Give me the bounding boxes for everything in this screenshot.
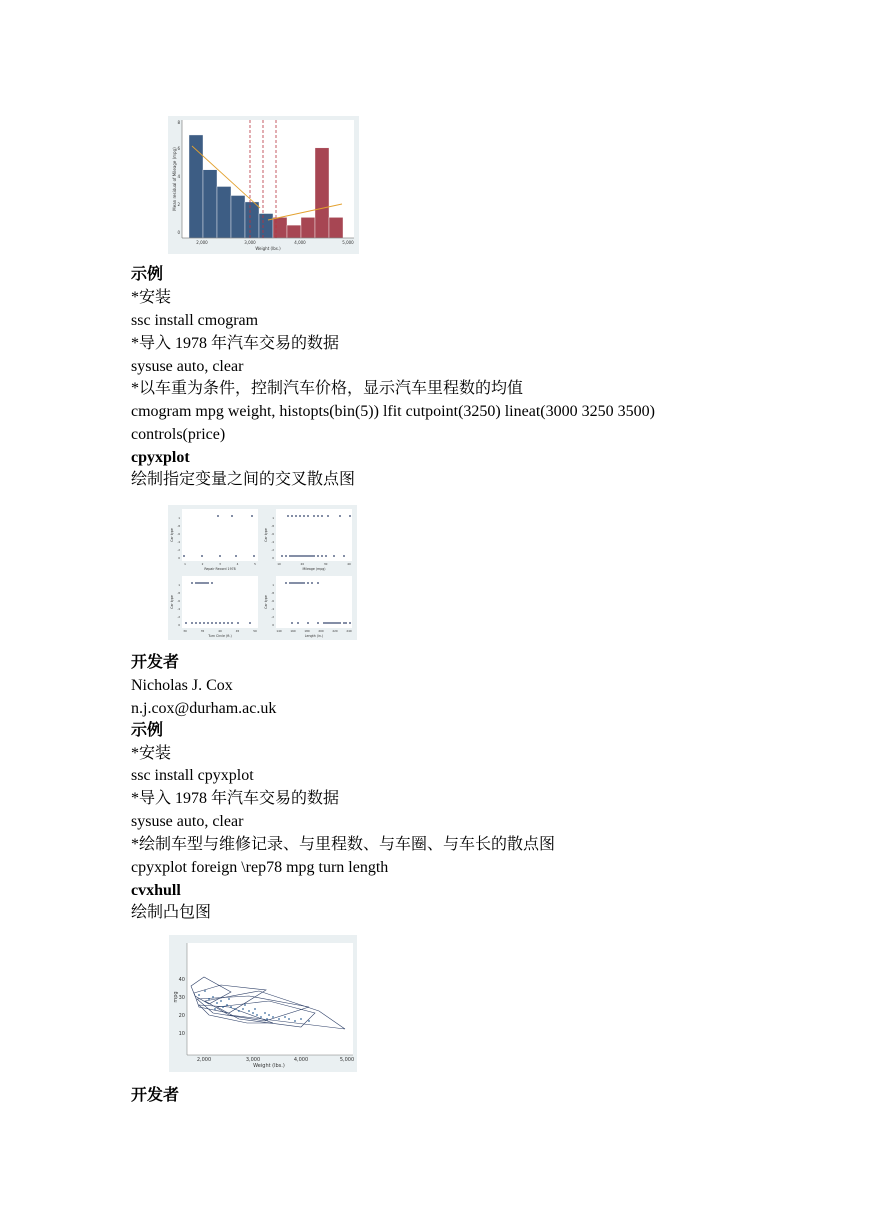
histogram-bar (301, 217, 315, 238)
scatter-point (223, 622, 225, 624)
scatter-point (317, 582, 319, 584)
scatter-point (203, 582, 205, 584)
scatter-point (297, 555, 299, 557)
scatter-point (231, 515, 233, 517)
scatter-point (337, 622, 339, 624)
scatter-point (248, 1010, 250, 1012)
cpy-xtick: 40 (347, 562, 351, 566)
cpy-xtick: 50 (253, 629, 257, 633)
cpyxplot-figure (168, 505, 357, 640)
scatter-point (205, 582, 207, 584)
scatter-point (321, 515, 323, 517)
scatter-point (288, 1018, 290, 1020)
cpy-ytick: 1 (272, 516, 274, 520)
code-line: cmogram mpg weight, histopts(bin(5)) lfit cutpoint(3250) lineat(3000 3250 3500) (131, 403, 655, 420)
scatter-point (335, 622, 337, 624)
scatter-point (198, 994, 200, 996)
scatter-point (327, 515, 329, 517)
scatter-point (215, 622, 217, 624)
cpy-xtick: 3 (219, 562, 221, 566)
cpy-xtick: 2 (201, 562, 204, 566)
scatter-point (260, 1016, 262, 1018)
cpy-ytick: .6 (177, 599, 180, 603)
cpy-ytick: 0 (272, 623, 274, 627)
cpy-xtick: 40 (218, 629, 222, 633)
cpy-ytick: .2 (177, 615, 180, 619)
cpy-xlabel: Length (in.) (304, 634, 324, 638)
scatter-point (201, 555, 203, 557)
scatter-point (208, 998, 210, 1000)
cpy-xtick: 30 (183, 629, 187, 633)
cmo-xtick: 5,000 (342, 240, 354, 245)
command-name: cvxhull (131, 882, 181, 899)
cpy-ylabel: Car type (264, 528, 268, 542)
scatter-point (237, 622, 239, 624)
scatter-point (268, 1014, 270, 1016)
cpy-ylabel: Car type (264, 595, 268, 609)
code-line: ssc install cmogram (131, 312, 259, 329)
scatter-point (294, 1020, 296, 1022)
histogram-bar (203, 170, 217, 238)
scatter-point (307, 555, 309, 557)
scatter-point (299, 582, 301, 584)
scatter-point (291, 622, 293, 624)
scatter-point (303, 555, 305, 557)
scatter-point (253, 555, 255, 557)
scatter-point (228, 998, 230, 1000)
scatter-point (242, 1008, 244, 1010)
command-description: 绘制指定变量之间的交叉散点图 (131, 471, 356, 488)
scatter-point (256, 1014, 258, 1016)
cvx-xtick: 2,000 (196, 1057, 212, 1063)
scatter-point (235, 555, 237, 557)
scatter-point (327, 622, 329, 624)
cmo-ylabel: Mean residual of Mileage (mpg) (172, 147, 177, 211)
cpy-ytick: .6 (271, 599, 274, 603)
cvx-ylabel: mpg (173, 991, 179, 1003)
cpy-ytick: .8 (177, 591, 180, 595)
cpy-ytick: .4 (177, 540, 180, 544)
cpy-xtick: 200 (318, 629, 324, 633)
cmo-ytick: 2 (177, 202, 180, 207)
scatter-point (339, 515, 341, 517)
cmo-ytick: 8 (177, 120, 180, 125)
scatter-point (226, 1004, 228, 1006)
scatter-point (325, 622, 327, 624)
cpy-xtick: 180 (304, 629, 310, 633)
scatter-point (249, 622, 251, 624)
cpy-ytick: .4 (271, 540, 274, 544)
scatter-point (266, 1018, 268, 1020)
scatter-point (305, 555, 307, 557)
scatter-point (199, 582, 201, 584)
cpy-xtick: 5 (254, 562, 256, 566)
scatter-point (211, 582, 213, 584)
scatter-point (211, 622, 213, 624)
cmo-ytick: 4 (177, 174, 180, 179)
scatter-point (230, 1006, 232, 1008)
scatter-point (343, 555, 345, 557)
cpy-ytick: 1 (272, 583, 274, 587)
code-line: cpyxplot foreign \rep78 mpg turn length (131, 859, 389, 876)
cmo-ytick: 0 (177, 230, 180, 235)
scatter-point (293, 582, 295, 584)
cpy-ytick: 0 (178, 623, 180, 627)
cpy-xlabel: Turn Circle (ft.) (208, 634, 232, 638)
histogram-bar (329, 217, 343, 238)
code-line: ssc install cpyxplot (131, 767, 254, 784)
scatter-point (234, 1008, 236, 1010)
scatter-point (219, 555, 221, 557)
cvx-xtick: 3,000 (245, 1057, 261, 1063)
scatter-point (303, 582, 305, 584)
cpy-ytick: .8 (177, 524, 180, 528)
scatter-point (307, 515, 309, 517)
cmo-xtick: 3,000 (244, 240, 256, 245)
scatter-point (349, 515, 351, 517)
histogram-bar (189, 135, 203, 238)
scatter-point (285, 582, 287, 584)
scatter-point (313, 515, 315, 517)
scatter-point (321, 555, 323, 557)
scatter-point (301, 555, 303, 557)
developer-name: Nicholas J. Cox (131, 677, 233, 694)
scatter-point (231, 622, 233, 624)
scatter-point (195, 582, 197, 584)
scatter-point (219, 622, 221, 624)
code-line: controls(price) (131, 426, 226, 443)
scatter-point (203, 622, 205, 624)
scatter-point (287, 515, 289, 517)
scatter-point (295, 555, 297, 557)
command-name: cpyxplot (131, 449, 190, 466)
scatter-point (220, 1000, 222, 1002)
scatter-point (278, 1018, 280, 1020)
scatter-point (272, 1016, 274, 1018)
histogram-bar (273, 217, 287, 238)
scatter-point (289, 555, 291, 557)
scatter-point (317, 555, 319, 557)
cpy-xtick: 240 (346, 629, 352, 633)
code-comment: *安装 (131, 745, 172, 762)
cvx-xtick: 4,000 (293, 1057, 309, 1063)
cvx-xtick: 5,000 (339, 1057, 355, 1063)
scatter-point (295, 515, 297, 517)
histogram-bar (231, 195, 245, 238)
scatter-point (345, 622, 347, 624)
section-heading-developer: 开发者 (131, 654, 180, 671)
scatter-point (311, 555, 313, 557)
cpy-xtick: 4 (236, 562, 239, 566)
histogram-bar (217, 186, 231, 238)
scatter-point (207, 622, 209, 624)
cpy-ytick: .2 (271, 615, 274, 619)
scatter-point (299, 555, 301, 557)
scatter-point (313, 555, 315, 557)
scatter-point (191, 622, 193, 624)
cvx-ytick: 40 (178, 977, 185, 983)
scatter-point (307, 582, 309, 584)
cpy-xtick: 10 (277, 562, 281, 566)
scatter-point (339, 622, 341, 624)
scatter-point (323, 622, 325, 624)
code-comment: *导入 1978 年汽车交易的数据 (131, 790, 340, 807)
cvx-ytick: 10 (178, 1031, 185, 1037)
scatter-point (349, 622, 351, 624)
scatter-point (197, 582, 199, 584)
scatter-point (185, 622, 187, 624)
code-comment: *以车重为条件，控制汽车价格，显示汽车里程数的均值 (131, 380, 524, 397)
cvx-xlabel: Weight (lbs.) (253, 1063, 285, 1069)
cpy-ylabel: Car type (170, 528, 174, 542)
cmo-xtick: 4,000 (294, 240, 306, 245)
cvx-ytick: 30 (178, 995, 185, 1001)
scatter-point (303, 515, 305, 517)
scatter-point (183, 555, 185, 557)
scatter-point (195, 622, 197, 624)
section-heading-example-2: 示例 (131, 722, 164, 739)
cpy-ytick: .8 (271, 591, 274, 595)
cmo-xtick: 2,000 (196, 240, 208, 245)
cpy-xlabel: Mileage (mpg) (302, 567, 326, 571)
code-line: sysuse auto, clear (131, 358, 244, 375)
scatter-point (281, 555, 283, 557)
cpy-xtick: 45 (235, 629, 240, 633)
scatter-point (252, 1012, 254, 1014)
scatter-point (333, 622, 335, 624)
cpy-xtick: 35 (200, 629, 205, 633)
code-comment: *绘制车型与维修记录、与里程数、与车圈、与车长的散点图 (131, 836, 556, 853)
scatter-point (251, 515, 253, 517)
cpy-ytick: 1 (178, 583, 180, 587)
scatter-point (291, 582, 293, 584)
scatter-point (329, 622, 331, 624)
scatter-point (204, 990, 206, 992)
scatter-point (238, 1010, 240, 1012)
cpy-ytick: .4 (177, 607, 180, 611)
cpy-ytick: 0 (272, 556, 274, 560)
scatter-point (254, 1008, 256, 1010)
cpy-ylabel: Car type (170, 595, 174, 609)
cpy-xtick: 20 (300, 562, 305, 566)
cpy-ytick: .2 (271, 548, 274, 552)
cpy-xtick: 160 (290, 629, 296, 633)
scatter-point (301, 582, 303, 584)
cpy-xtick: 1 (184, 562, 186, 566)
scatter-point (308, 1020, 310, 1022)
section-heading-developer-2: 开发者 (131, 1087, 180, 1104)
scatter-point (311, 582, 313, 584)
code-line: sysuse auto, clear (131, 813, 244, 830)
scatter-point (201, 582, 203, 584)
histogram-bar (315, 148, 329, 238)
scatter-point (333, 555, 335, 557)
cpy-xlabel: Repair Record 1978 (204, 567, 236, 571)
cpy-xtick: 220 (332, 629, 338, 633)
cpy-ytick: .6 (177, 532, 180, 536)
scatter-point (297, 622, 299, 624)
command-description: 绘制凸包图 (131, 904, 212, 921)
scatter-point (300, 1018, 302, 1020)
cpy-xtick: 30 (323, 562, 328, 566)
cmo-ytick: 6 (177, 146, 180, 151)
scatter-point (207, 582, 209, 584)
scatter-point (244, 1004, 246, 1006)
cpy-ytick: .4 (271, 607, 274, 611)
scatter-point (317, 515, 319, 517)
scatter-point (293, 555, 295, 557)
cpy-ytick: 0 (178, 556, 180, 560)
code-comment: *导入 1978 年汽车交易的数据 (131, 335, 340, 352)
scatter-point (331, 622, 333, 624)
scatter-point (299, 515, 301, 517)
scatter-point (212, 996, 214, 998)
cpy-xtick: 140 (276, 629, 282, 633)
scatter-point (309, 555, 311, 557)
scatter-point (289, 582, 291, 584)
scatter-point (343, 622, 345, 624)
scatter-point (191, 582, 193, 584)
scatter-point (325, 555, 327, 557)
scatter-point (217, 515, 219, 517)
scatter-point (227, 622, 229, 624)
scatter-point (291, 515, 293, 517)
scatter-point (199, 622, 201, 624)
histogram-bar (287, 225, 301, 238)
scatter-point (264, 1012, 266, 1014)
scatter-point (307, 622, 309, 624)
scatter-point (284, 1016, 286, 1018)
histogram-bar (259, 214, 273, 238)
cmo-xlabel: Weight (lbs.) (255, 246, 281, 251)
scatter-point (297, 582, 299, 584)
scatter-point (317, 622, 319, 624)
cvx-ytick: 20 (178, 1013, 185, 1019)
cvxhull-figure (169, 935, 357, 1072)
scatter-point (222, 1006, 224, 1008)
developer-email: n.j.cox@durham.ac.uk (131, 700, 277, 717)
scatter-point (291, 555, 293, 557)
scatter-point (216, 1002, 218, 1004)
cmogram-figure (168, 116, 359, 254)
cpy-ytick: .6 (271, 532, 274, 536)
scatter-point (214, 1008, 216, 1010)
cpy-ytick: .8 (271, 524, 274, 528)
cpy-ytick: .2 (177, 548, 180, 552)
section-heading-example-1: 示例 (131, 266, 164, 283)
cpy-ytick: 1 (178, 516, 180, 520)
scatter-point (285, 555, 287, 557)
scatter-point (295, 582, 297, 584)
code-comment: *安装 (131, 289, 172, 306)
histogram-bar (245, 202, 259, 238)
